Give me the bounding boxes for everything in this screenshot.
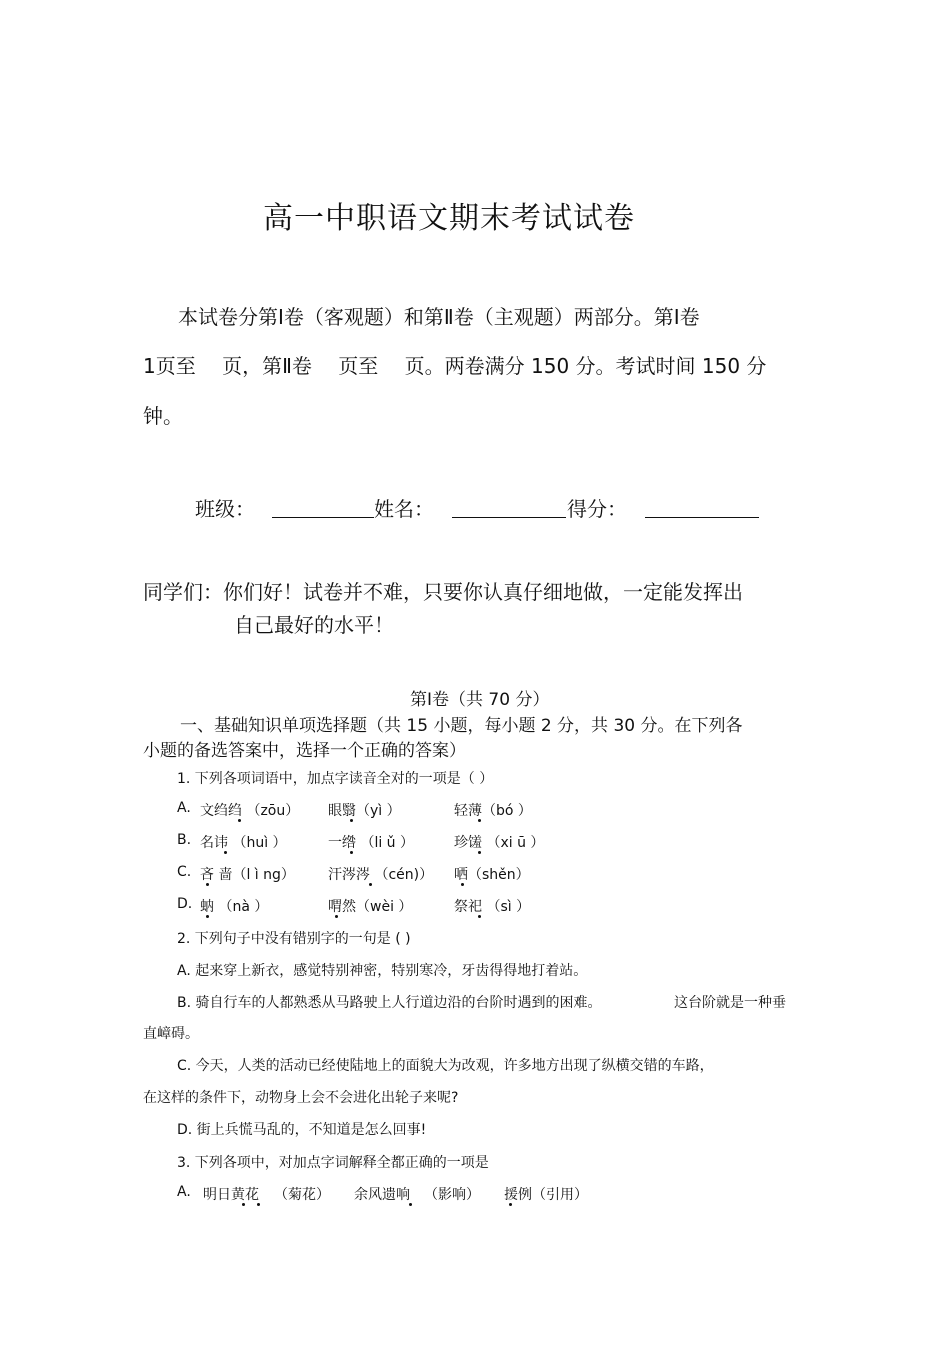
q1-option-c-label: C. — [177, 864, 192, 880]
score-blank[interactable] — [645, 495, 759, 518]
q1-option-b-word-1: 名讳 （huì ） — [200, 835, 287, 851]
emphasis-dot — [478, 851, 481, 854]
q1-option-a-word-1: 文绉绉 （zōu） — [200, 803, 300, 819]
emphasis-dot — [257, 1203, 260, 1206]
intro-line-2: 1页至 页，第Ⅱ卷 页至 页。两卷满分 150 分。考试时间 150 分 — [143, 354, 767, 378]
intro-line-3: 钟。 — [143, 404, 183, 428]
q1-stem: 1. 下列各项词语中，加点字读音全对的一项是（ ） — [177, 771, 494, 787]
q2-option-d: D. 街上兵慌马乱的，不知道是怎么回事! — [177, 1122, 427, 1138]
q1-option-c-word-3: 哂（shěn） — [454, 867, 530, 883]
emphasis-dot — [461, 883, 464, 886]
q2-option-c-line-1: C. 今天，人类的活动已经使陆地上的面貌大为改观，许多地方出现了纵横交错的车路， — [177, 1058, 714, 1074]
q2-option-a: A. 起来穿上新衣，感觉特别神密，特别寒冷，牙齿得得地打着站。 — [177, 963, 588, 979]
class-label: 班级： — [195, 497, 255, 521]
emphasis-dot — [206, 915, 209, 918]
q3-option-a-word-1: 明日黄花 — [203, 1187, 259, 1203]
emphasis-dot — [478, 819, 481, 822]
q1-option-a-word-2: 眼翳（yì ） — [328, 803, 401, 819]
q1-option-d-word-2: 喟然（wèi ） — [328, 899, 413, 915]
emphasis-dot — [409, 1203, 412, 1206]
q2-option-b-line-1: B. 骑自行车的人都熟悉从马路驶上人行道边沿的台阶时遇到的困难。 — [177, 995, 602, 1011]
q1-option-b-label: B. — [177, 832, 192, 848]
intro-line-1: 本试卷分第Ⅰ卷（客观题）和第Ⅱ卷（主观题）两部分。第Ⅰ卷 — [178, 305, 700, 329]
q3-option-a-word-2: 余风遗响 — [354, 1187, 410, 1203]
emphasis-dot — [509, 1203, 512, 1206]
q1-option-c-word-2: 汗涔涔 （cén)） — [328, 867, 434, 883]
q1-option-d-label: D. — [177, 896, 193, 912]
emphasis-dot — [335, 915, 338, 918]
class-blank[interactable] — [272, 495, 374, 518]
part-instructions-2: 小题的备选答案中，选择一个正确的答案） — [143, 741, 466, 761]
emphasis-dot — [242, 1203, 245, 1206]
emphasis-dot — [369, 883, 372, 886]
greeting-line-2: 自己最好的水平！ — [234, 613, 394, 637]
q1-option-d-word-3: 祭祀 （sì ） — [454, 899, 531, 915]
part-instructions-1: 一、基础知识单项选择题（共 15 小题，每小题 2 分，共 30 分。在下列各 — [180, 716, 743, 736]
score-label: 得分： — [567, 497, 627, 521]
q1-option-b-word-3: 珍馐 （xi ū ） — [454, 835, 545, 851]
emphasis-dot — [224, 851, 227, 854]
greeting-line-1: 同学们：你们好！试卷并不难，只要你认真仔细地做，一定能发挥出 — [143, 580, 743, 604]
q1-option-d-word-1: 蚋 （nà ） — [200, 899, 269, 915]
emphasis-dot — [206, 883, 209, 886]
q3-stem: 3. 下列各项中，对加点字词解释全都正确的一项是 — [177, 1155, 489, 1171]
name-label: 姓名： — [374, 497, 434, 521]
q3-option-a-gloss-2: （影响） — [424, 1187, 480, 1203]
emphasis-dot — [350, 851, 353, 854]
q2-option-c-line-2: 在这样的条件下，动物身上会不会进化出轮子来呢? — [143, 1090, 459, 1106]
emphasis-dot — [350, 819, 353, 822]
q1-option-a-label: A. — [177, 800, 191, 816]
q3-option-a-label: A. — [177, 1184, 191, 1200]
q2-option-b-line-1-tail: 这台阶就是一种垂 — [674, 995, 786, 1011]
page-title: 高一中职语文期末考试试卷 — [263, 201, 635, 236]
q1-option-c-word-1: 吝 啬（l ì ng） — [200, 867, 295, 883]
q1-option-a-word-3: 轻薄（bó ） — [454, 803, 532, 819]
q2-stem: 2. 下列句子中没有错别字的一句是 ( ) — [177, 931, 411, 947]
q3-option-a-gloss-1: （菊花） — [274, 1187, 330, 1203]
emphasis-dot — [478, 915, 481, 918]
q1-option-b-word-2: 一绺 （li ǔ ） — [328, 835, 415, 851]
q3-option-a-word-3: 援例（引用） — [504, 1187, 588, 1203]
section-heading: 第Ⅰ卷（共 70 分） — [410, 690, 550, 710]
name-blank[interactable] — [452, 495, 566, 518]
q2-option-b-line-2: 直嶂碍。 — [143, 1026, 199, 1042]
emphasis-dot — [238, 819, 241, 822]
